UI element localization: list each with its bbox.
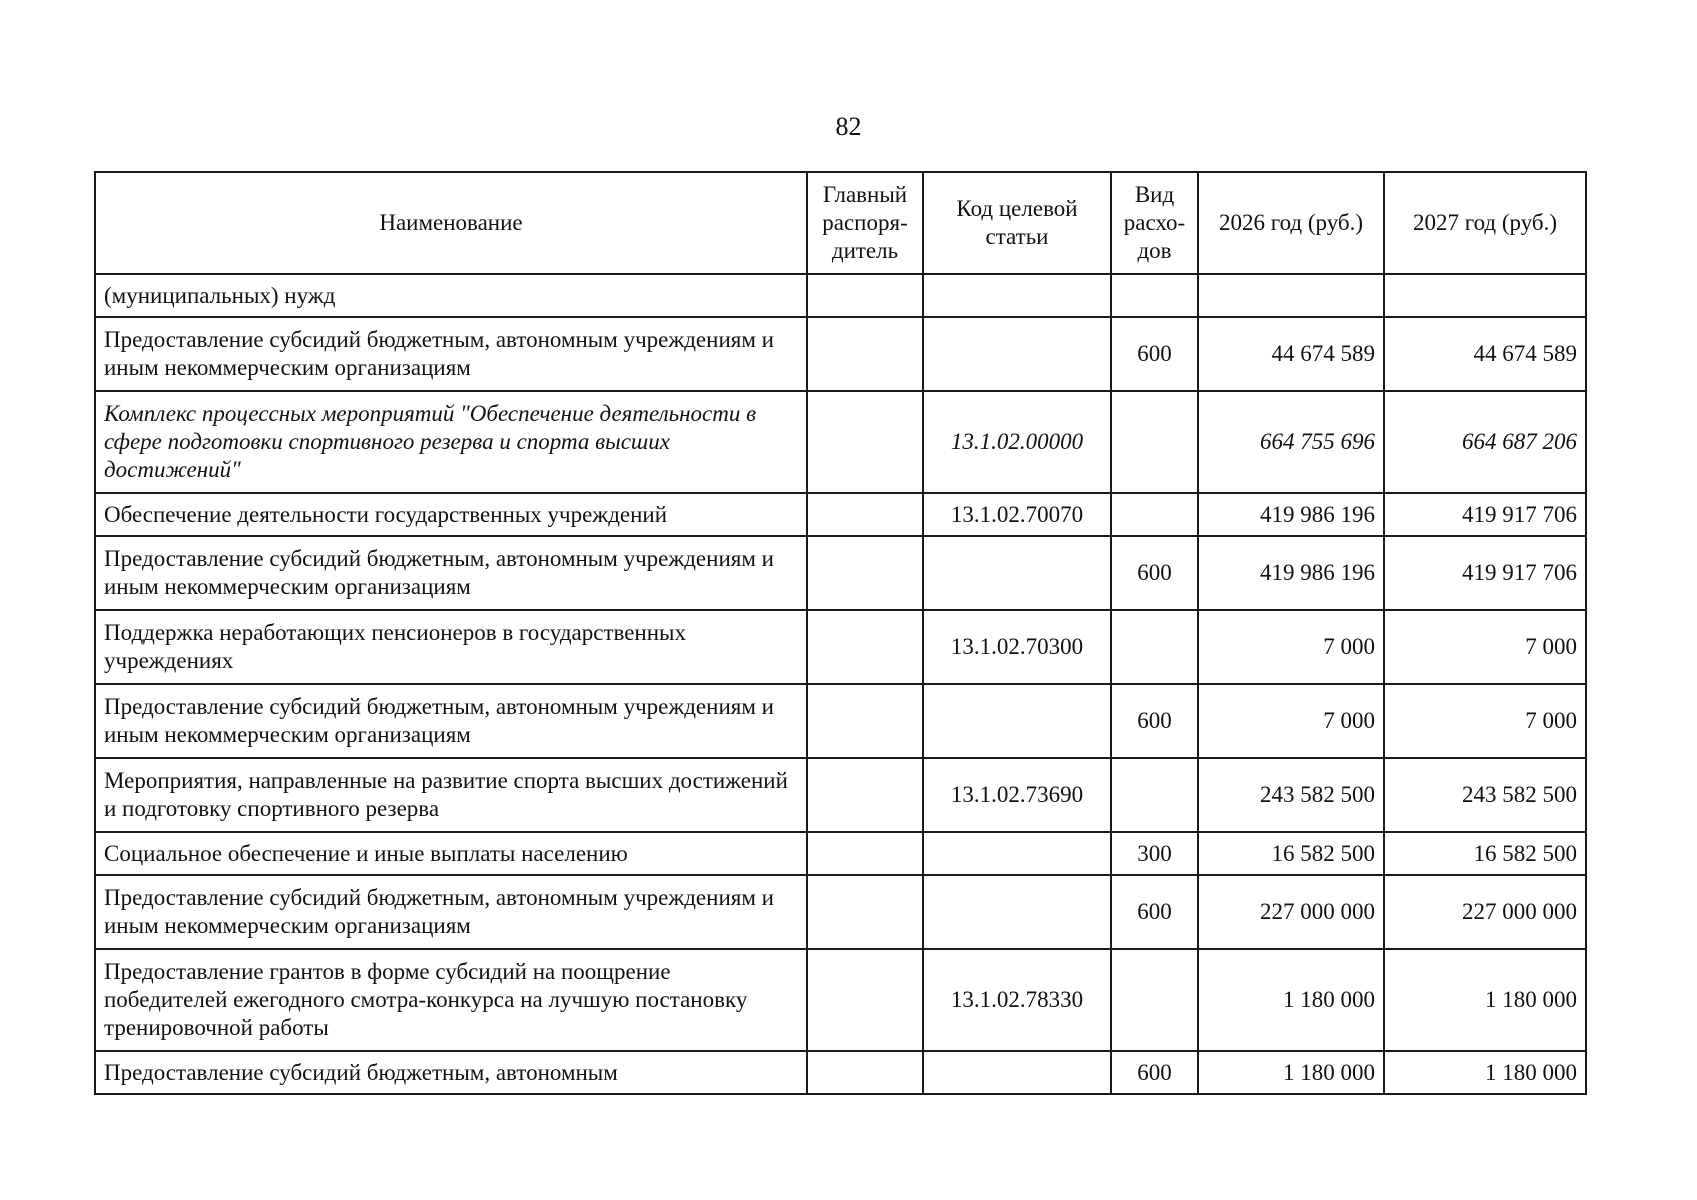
cell-chief bbox=[807, 684, 923, 758]
cell-code: 13.1.02.70070 bbox=[923, 493, 1111, 536]
header-expense-type: Вид расхо-дов bbox=[1111, 172, 1198, 274]
cell-2027: 419 917 706 bbox=[1384, 493, 1586, 536]
cell-name: Предоставление субсидий бюджетным, автономным учреждениям и иным некоммерческим организациям bbox=[95, 875, 807, 949]
cell-chief bbox=[807, 536, 923, 610]
cell-code bbox=[923, 274, 1111, 317]
cell-type: 600 bbox=[1111, 1051, 1198, 1094]
cell-2026: 664 755 696 bbox=[1198, 391, 1384, 493]
cell-code bbox=[923, 832, 1111, 875]
header-name: Наименование bbox=[95, 172, 807, 274]
table-row bbox=[95, 1051, 1586, 1094]
cell-name: Предоставление грантов в форме субсидий на поощрение победителей ежегодного смотра-конкурса на лучшую постановку тренировочной работы bbox=[95, 949, 807, 1051]
cell-name: Предоставление субсидий бюджетным, автономным bbox=[95, 1051, 807, 1094]
cell-2027 bbox=[1384, 274, 1586, 317]
table-row bbox=[95, 949, 1586, 1051]
cell-chief bbox=[807, 610, 923, 684]
cell-2026: 227 000 000 bbox=[1198, 875, 1384, 949]
header-chief-manager: Главный распоря-дитель bbox=[807, 172, 923, 274]
cell-name: Мероприятия, направленные на развитие спорта высших достижений и подготовку спортивного резерва bbox=[95, 758, 807, 832]
cell-name: Комплекс процессных мероприятий "Обеспечение деятельности в сфере подготовки спортивного резерва и спорта высших достижений" bbox=[95, 391, 807, 493]
cell-chief bbox=[807, 949, 923, 1051]
budget-table bbox=[94, 171, 1587, 1095]
cell-type bbox=[1111, 610, 1198, 684]
cell-2027: 227 000 000 bbox=[1384, 875, 1586, 949]
table-row bbox=[95, 758, 1586, 832]
table-row bbox=[95, 536, 1586, 610]
cell-code bbox=[923, 1051, 1111, 1094]
cell-type bbox=[1111, 949, 1198, 1051]
cell-2026: 419 986 196 bbox=[1198, 493, 1384, 536]
header-year-2027: 2027 год (руб.) bbox=[1384, 172, 1586, 274]
cell-2026: 1 180 000 bbox=[1198, 1051, 1384, 1094]
cell-2027: 243 582 500 bbox=[1384, 758, 1586, 832]
cell-code bbox=[923, 536, 1111, 610]
table-body bbox=[95, 274, 1586, 1094]
cell-2027: 7 000 bbox=[1384, 610, 1586, 684]
cell-2026: 243 582 500 bbox=[1198, 758, 1384, 832]
cell-code: 13.1.02.00000 bbox=[923, 391, 1111, 493]
cell-chief bbox=[807, 875, 923, 949]
cell-type: 600 bbox=[1111, 317, 1198, 391]
cell-2026 bbox=[1198, 274, 1384, 317]
cell-chief bbox=[807, 274, 923, 317]
cell-code: 13.1.02.73690 bbox=[923, 758, 1111, 832]
cell-name: Предоставление субсидий бюджетным, автономным учреждениям и иным некоммерческим организациям bbox=[95, 684, 807, 758]
header-target-code: Код целевой статьи bbox=[923, 172, 1111, 274]
table-row bbox=[95, 875, 1586, 949]
cell-2027: 1 180 000 bbox=[1384, 1051, 1586, 1094]
cell-2027: 664 687 206 bbox=[1384, 391, 1586, 493]
cell-2027: 16 582 500 bbox=[1384, 832, 1586, 875]
cell-type: 600 bbox=[1111, 536, 1198, 610]
cell-code: 13.1.02.78330 bbox=[923, 949, 1111, 1051]
cell-2026: 16 582 500 bbox=[1198, 832, 1384, 875]
cell-type: 600 bbox=[1111, 684, 1198, 758]
cell-name: (муниципальных) нужд bbox=[95, 274, 807, 317]
cell-2026: 44 674 589 bbox=[1198, 317, 1384, 391]
table-row bbox=[95, 832, 1586, 875]
cell-type: 300 bbox=[1111, 832, 1198, 875]
cell-2027: 419 917 706 bbox=[1384, 536, 1586, 610]
table-header bbox=[95, 172, 1586, 274]
cell-code bbox=[923, 317, 1111, 391]
cell-chief bbox=[807, 493, 923, 536]
cell-2026: 1 180 000 bbox=[1198, 949, 1384, 1051]
cell-chief bbox=[807, 391, 923, 493]
cell-type bbox=[1111, 274, 1198, 317]
cell-name: Обеспечение деятельности государственных учреждений bbox=[95, 493, 807, 536]
cell-code: 13.1.02.70300 bbox=[923, 610, 1111, 684]
cell-2026: 7 000 bbox=[1198, 610, 1384, 684]
page-number: 82 bbox=[835, 112, 862, 141]
cell-2027: 7 000 bbox=[1384, 684, 1586, 758]
cell-chief bbox=[807, 1051, 923, 1094]
header-year-2026: 2026 год (руб.) bbox=[1198, 172, 1384, 274]
cell-name: Предоставление субсидий бюджетным, автономным учреждениям и иным некоммерческим организациям bbox=[95, 536, 807, 610]
cell-2027: 44 674 589 bbox=[1384, 317, 1586, 391]
table-row bbox=[95, 684, 1586, 758]
cell-2026: 7 000 bbox=[1198, 684, 1384, 758]
cell-name: Предоставление субсидий бюджетным, автономным учреждениям и иным некоммерческим организациям bbox=[95, 317, 807, 391]
cell-type bbox=[1111, 391, 1198, 493]
cell-code bbox=[923, 875, 1111, 949]
cell-chief bbox=[807, 758, 923, 832]
cell-type: 600 bbox=[1111, 875, 1198, 949]
table-row bbox=[95, 493, 1586, 536]
table-row bbox=[95, 391, 1586, 493]
cell-2026: 419 986 196 bbox=[1198, 536, 1384, 610]
cell-type bbox=[1111, 758, 1198, 832]
table-row bbox=[95, 317, 1586, 391]
cell-chief bbox=[807, 317, 923, 391]
table-row bbox=[95, 610, 1586, 684]
cell-chief bbox=[807, 832, 923, 875]
cell-2027: 1 180 000 bbox=[1384, 949, 1586, 1051]
table-row bbox=[95, 274, 1586, 317]
cell-name: Социальное обеспечение и иные выплаты населению bbox=[95, 832, 807, 875]
cell-name: Поддержка неработающих пенсионеров в государственных учреждениях bbox=[95, 610, 807, 684]
cell-code bbox=[923, 684, 1111, 758]
cell-type bbox=[1111, 493, 1198, 536]
